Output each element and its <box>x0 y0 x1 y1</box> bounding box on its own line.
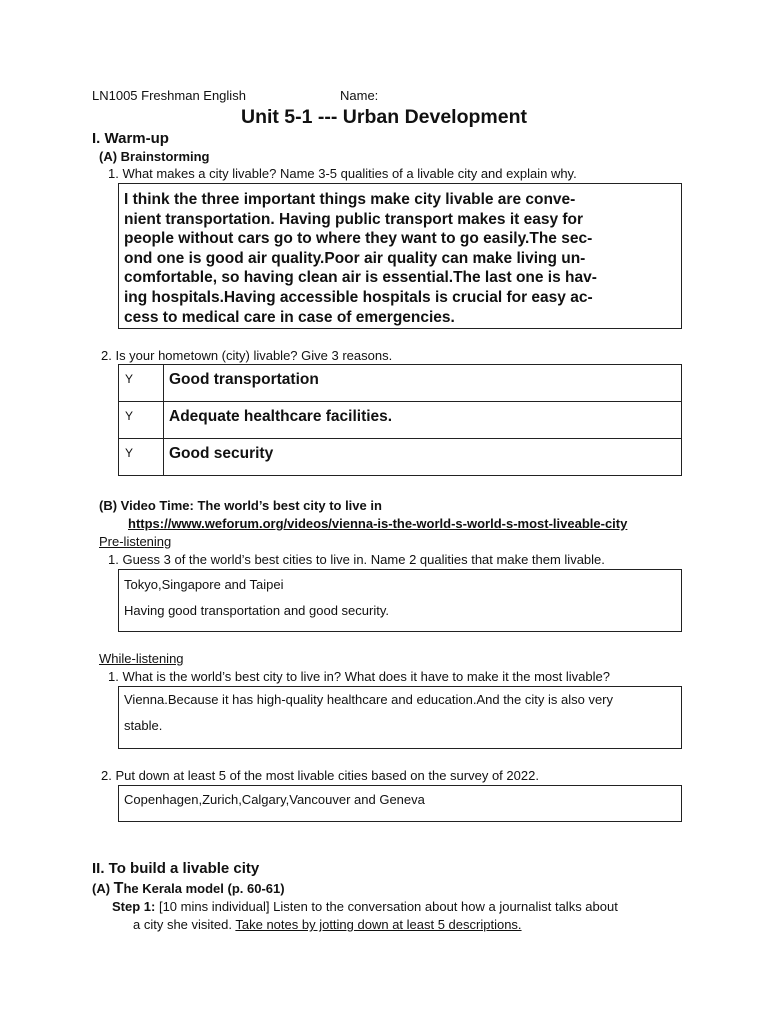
answer-line: ing hospitals.Having accessible hospitals is crucial for easy ac- <box>124 288 593 306</box>
step-1-line-2 <box>133 917 522 932</box>
step-1-line <box>112 899 618 914</box>
video-heading: (B) Video Time: The world’s best city to live in <box>99 498 382 513</box>
answer-line: Copenhagen,Zurich,Calgary,Vancouver and Geneva <box>124 792 425 807</box>
answer-box-q1[interactable] <box>118 183 682 329</box>
answer-line: people without cars go to where they want to go easily.The sec- <box>124 230 593 248</box>
video-link[interactable]: https://www.weforum.org/videos/vienna-is-the-world-s-world-s-most-liveable-city <box>128 516 628 531</box>
kerala-model-label <box>92 880 285 898</box>
reason-text[interactable]: Good transportation <box>164 365 682 402</box>
model-prefix: (A) <box>92 881 114 896</box>
answer-line: Tokyo,Singapore and Taipei <box>124 577 284 592</box>
reason-text[interactable]: Adequate healthcare facilities. <box>164 402 682 439</box>
answer-line: I think the three important things make city livable are conve- <box>124 191 576 208</box>
answer-line: ond one is good air quality.Poor air quality can make living un- <box>124 249 586 267</box>
pre-question-1: 1. Guess 3 of the world’s best cities to live in. Name 2 qualities that make them livable. <box>108 552 605 567</box>
reasons-table <box>118 364 682 476</box>
answer-line: comfortable, so having clean air is essential.The last one is hav- <box>124 269 597 287</box>
answer-box-while-1[interactable] <box>118 686 682 749</box>
answer-line: cess to medical care in case of emergencies. <box>124 308 455 326</box>
table-row <box>119 402 682 439</box>
answer-q1-text <box>124 190 671 327</box>
brainstorming-label: (A) Brainstorming <box>99 149 210 164</box>
pre-listening-label: Pre-listening <box>99 534 172 549</box>
model-capital: T <box>113 880 124 897</box>
answer-line: nient transportation. Having public transport makes it easy for <box>124 210 584 228</box>
step-text-plain: a city she visited. <box>133 917 236 932</box>
question-2: 2. Is your hometown (city) livable? Give 3 reasons. <box>101 348 393 363</box>
reason-mark[interactable]: Y <box>119 439 164 476</box>
reason-text[interactable]: Good security <box>164 439 682 476</box>
answer-line: Having good transportation and good security. <box>124 603 389 618</box>
reason-mark[interactable]: Y <box>119 365 164 402</box>
section-build-heading: II. To build a livable city <box>92 860 260 877</box>
step-text: [10 mins individual] Listen to the conversation about how a journalist talks about <box>155 899 618 914</box>
section-warmup-heading: I. Warm-up <box>92 130 169 147</box>
name-label: Name: <box>340 88 379 103</box>
answer-box-pre-1[interactable] <box>118 569 682 632</box>
step-label: Step 1: <box>112 899 156 914</box>
answer-box-while-2[interactable] <box>118 785 682 822</box>
answer-line: Vienna.Because it has high-quality healthcare and education.And the city is also very <box>124 692 614 707</box>
question-1: 1. What makes a city livable? Name 3-5 qualities of a livable city and explain why. <box>108 166 577 181</box>
table-row <box>119 439 682 476</box>
model-rest: he Kerala model (p. 60-61) <box>123 881 285 896</box>
answer-line: stable. <box>124 718 163 733</box>
step-text-underlined: Take notes by jotting down at least 5 descriptions. <box>235 917 522 932</box>
table-row <box>119 365 682 402</box>
while-listening-label: While-listening <box>99 651 184 666</box>
page-title: Unit 5-1 --- Urban Development <box>240 106 528 128</box>
course-code: LN1005 Freshman English <box>92 88 246 103</box>
while-question-1: 1. What is the world’s best city to live in? What does it have to make it the most livable? <box>108 669 610 684</box>
reason-mark[interactable]: Y <box>119 402 164 439</box>
while-question-2: 2. Put down at least 5 of the most livable cities based on the survey of 2022. <box>101 768 539 783</box>
